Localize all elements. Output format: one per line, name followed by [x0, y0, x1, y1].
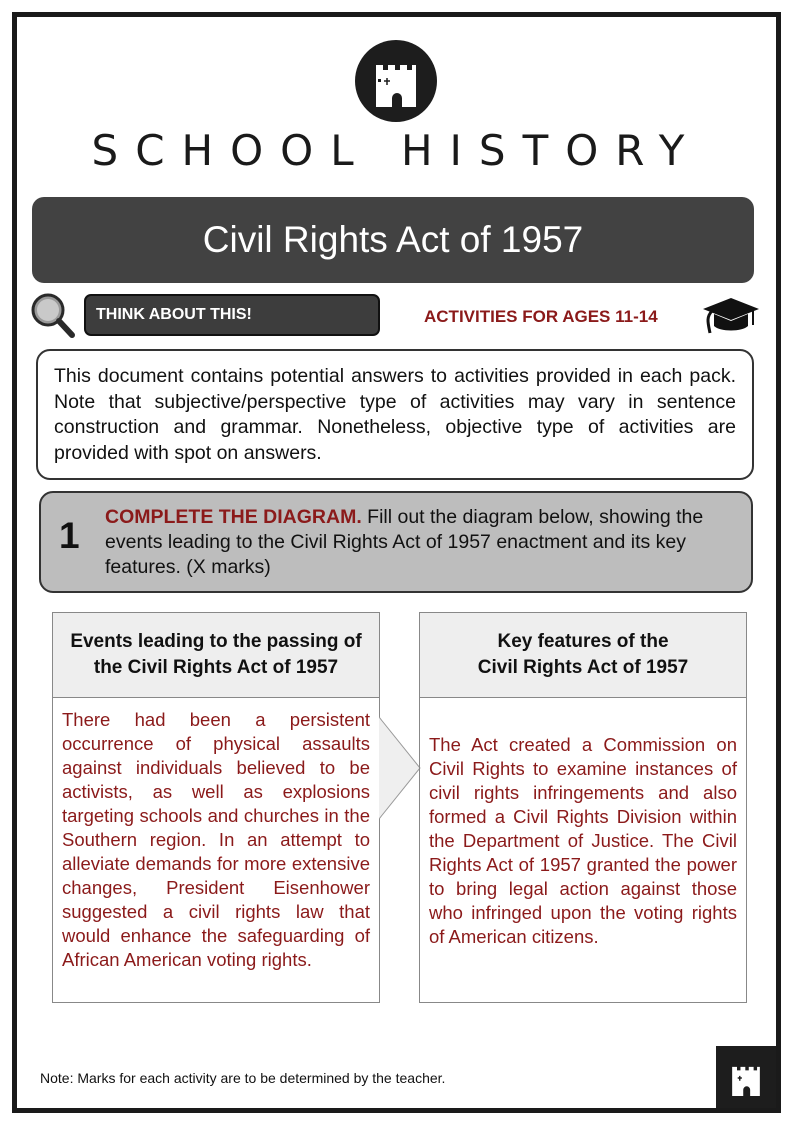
features-answer: The Act created a Commission on Civil Rights to examine instances of civil rights infringements and also formed a Civil Rights Division within the Department of Justice. The Civil Rights Act of 1957 granted the power to bring legal action against those who infringed upon the voting rights of American citizens.: [429, 734, 737, 947]
features-column: [419, 612, 747, 1003]
graduation-cap-icon: [700, 293, 762, 344]
ages-label: ACTIVITIES FOR AGES 11-14: [424, 307, 658, 326]
intro-text: This document contains potential answers to activities provided in each pack. Note that subjective/perspective type of activities may vary in sentence construction and grammar. Nonetheless, objective type of activities are provided with spot on answers.: [36, 349, 754, 480]
logo: [355, 40, 437, 122]
features-heading-line1: Key features of the: [497, 631, 669, 652]
page-title: Civil Rights Act of 1957: [32, 197, 754, 283]
castle-icon: [372, 55, 420, 107]
corner-logo: [716, 1046, 776, 1108]
activity-instructions: [105, 505, 725, 580]
events-heading: Events leading to the passing of the Civil Rights Act of 1957: [53, 613, 379, 698]
events-column: [52, 612, 380, 1003]
events-answer: There had been a persistent occurrence of physical assaults against individuals believed to be activists, as well as explosions targeting schools and churches in the Southern region. In an attempt to alleviate demands for more extensive changes, President Eisenhower suggested a civil rights law that would enhance the safeguarding of African American voting rights.: [62, 709, 370, 970]
activity-body: Fill out the diagram below, showing the events leading to the Civil Rights Act of 1957 enactment and its key features. (X marks): [105, 506, 704, 578]
brand-name: SCHOOL HISTORY: [91, 126, 702, 175]
footer-note: Note: Marks for each activity are to be determined by the teacher.: [40, 1070, 446, 1086]
activity-heading: COMPLETE THE DIAGRAM.: [105, 506, 362, 528]
activity-box: [39, 491, 753, 593]
magnifier-icon: [30, 291, 76, 344]
think-about-this-label: THINK ABOUT THIS!: [84, 294, 380, 336]
castle-icon: [729, 1060, 763, 1096]
activity-number: 1: [59, 515, 80, 556]
features-heading-line2: Civil Rights Act of 1957: [477, 657, 689, 678]
arrow-icon: [379, 716, 421, 825]
features-heading: [420, 613, 746, 698]
